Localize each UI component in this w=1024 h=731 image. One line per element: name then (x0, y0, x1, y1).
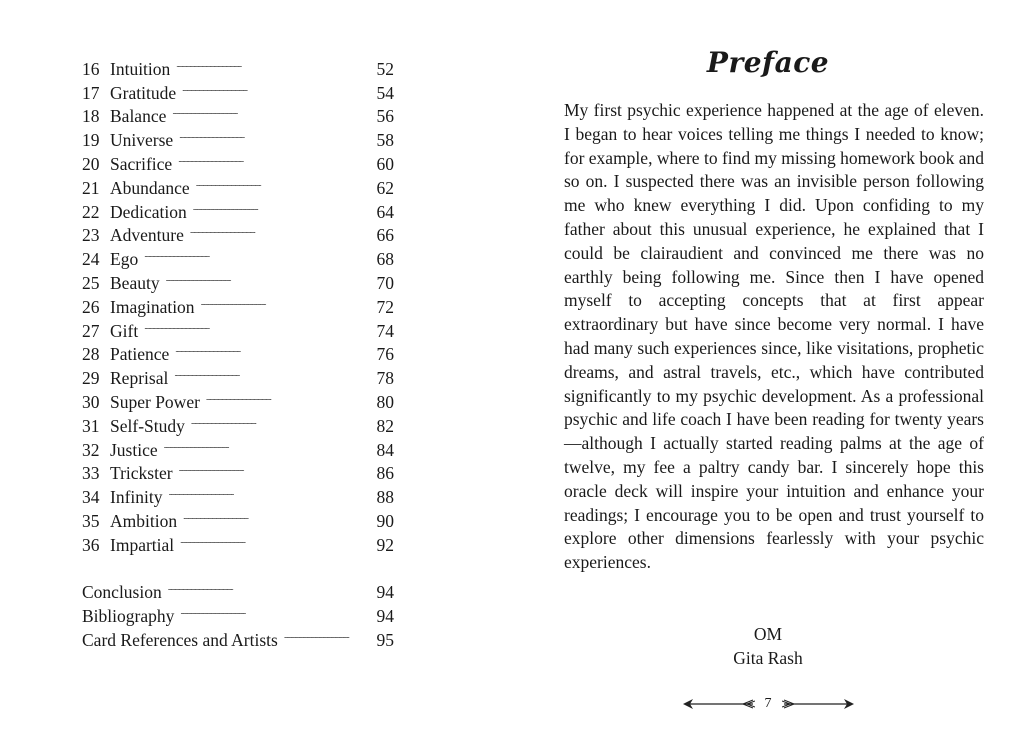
toc-dot-leader (191, 408, 364, 432)
toc-entry-number: 25 (82, 272, 100, 293)
toc-entry-number: 32 (82, 439, 100, 460)
preface-body: My first psychic experience happened at the age of eleven. I began to hear voices telling me things I needed to know; for example, where to find my missing homework book and so on. I suspected there was an invisible person following me who knew everything I did. Upon confiding to my father about this unusual experience, he explained that I could be clairaudient and convinced me there was no earthly being following me. Since then I have opened myself to accepting concepts that at first appear extraordinary but have since become very normal. I have had many such experiences since, like visitations, prophetic dreams, and astral travels, etc., which have contributed significantly to my psychic development. As a professional psychic and life coach I have been reading for twenty years—although I actually started reading palms at the age of twelve, my fee a paltry candy bar. I sincerely hope this oracle deck will inspire your intuition and enhance your readings; I encourage you to be open and trust yourself to explore other dimensions fearlessly with your psychic experiences. (564, 100, 984, 573)
toc-entry-title: Beauty (110, 272, 160, 293)
toc-entry-title: Intuition (110, 58, 171, 79)
toc-entry-page: 52 (376, 58, 394, 79)
toc-entry-number: 16 (82, 58, 100, 79)
toc-entry-page: 72 (376, 296, 394, 317)
toc-dot-leader (206, 384, 364, 408)
toc-dot-leader (174, 360, 364, 384)
toc-entry-number: 35 (82, 510, 100, 531)
toc-dot-leader (183, 503, 364, 527)
toc-entry-title: Ego (110, 249, 139, 270)
arrow-right-icon (782, 698, 854, 710)
toc-dot-leader (201, 289, 364, 313)
preface-title: Preface (706, 46, 830, 79)
toc-entry-page: 80 (376, 391, 394, 412)
toc-entry-number: 20 (82, 153, 100, 174)
toc-entry (82, 574, 394, 603)
toc-dot-leader (284, 622, 364, 646)
toc-entry-title: Bibliography (82, 605, 175, 626)
page-number: 7 (764, 696, 772, 711)
toc-entry-number: 27 (82, 320, 100, 341)
toc-entry-page: 76 (376, 344, 394, 365)
toc-dot-leader (172, 99, 364, 123)
toc-entry-number: 17 (82, 82, 100, 103)
toc-entry-page: 68 (376, 249, 394, 270)
toc-entry-number: 23 (82, 225, 100, 246)
toc-entry-number: 21 (82, 177, 100, 198)
toc-entry-number: 28 (82, 344, 100, 365)
toc-entry-number: 34 (82, 487, 100, 508)
toc-entry-number: 36 (82, 534, 100, 555)
toc-entry-number: 29 (82, 368, 100, 389)
toc-entry-title: Justice (110, 439, 158, 460)
toc-entry-number: 30 (82, 391, 100, 412)
toc-entry-number: 26 (82, 296, 100, 317)
author-name: Gita Rash (733, 648, 803, 668)
toc-dot-leader (175, 337, 364, 361)
toc-dot-leader (179, 456, 364, 480)
toc-entry-page: 78 (376, 368, 394, 389)
toc-entry-title: Self-Study (110, 415, 185, 436)
toc-entry-title: Trickster (110, 463, 173, 484)
toc-entry-title: Super Power (110, 391, 200, 412)
toc-entry-title: Gift (110, 320, 139, 341)
toc-dot-leader (190, 218, 364, 242)
toc-entry-number: 24 (82, 249, 100, 270)
toc-entry-title: Ambition (110, 510, 178, 531)
right-page (512, 0, 1024, 731)
toc-entry-page: 94 (376, 605, 394, 626)
toc-dot-leader (144, 241, 364, 265)
toc-entry-title: Dedication (110, 201, 187, 222)
toc-dot-leader (182, 75, 364, 99)
toc-entry-page: 95 (376, 629, 394, 650)
toc-entry-title: Impartial (110, 534, 175, 555)
toc-dot-leader (169, 479, 365, 503)
toc-entry-page: 92 (376, 534, 394, 555)
toc-entry-page: 84 (376, 439, 394, 460)
toc-entry-number: 19 (82, 130, 100, 151)
toc-entry-number: 18 (82, 106, 100, 127)
toc-entry-title: Conclusion (82, 582, 162, 603)
toc-entry-title: Universe (110, 130, 174, 151)
toc-entry-number: 33 (82, 463, 100, 484)
toc-dot-leader (196, 170, 364, 194)
toc-dot-leader (168, 574, 364, 598)
toc-entry-page: 70 (376, 272, 394, 293)
toc-entry-page: 56 (376, 106, 394, 127)
toc-entry-page: 90 (376, 510, 394, 531)
toc-entry-title: Gratitude (110, 82, 177, 103)
toc-entry-page: 62 (376, 177, 394, 198)
toc-entry-page: 88 (376, 487, 394, 508)
table-of-contents (82, 51, 394, 650)
signoff-block (512, 622, 1024, 670)
toc-dot-leader (180, 527, 364, 551)
toc-dot-leader (166, 265, 364, 289)
toc-dot-leader (176, 51, 364, 75)
toc-entry-title: Infinity (110, 487, 163, 508)
toc-dot-leader (144, 313, 364, 337)
toc-entry-page: 54 (376, 82, 394, 103)
toc-entry-page: 86 (376, 463, 394, 484)
toc-entry-title: Imagination (110, 296, 195, 317)
toc-dot-leader (193, 194, 364, 218)
toc-dot-leader (180, 598, 364, 622)
arrow-left-icon (683, 698, 755, 710)
toc-dot-leader (179, 122, 364, 146)
toc-entry-page: 64 (376, 201, 394, 222)
toc-entry-page: 58 (376, 130, 394, 151)
toc-entry-title: Sacrifice (110, 153, 173, 174)
signoff-om: OM (753, 624, 783, 644)
toc-entry-number: 22 (82, 201, 100, 222)
toc-entry-page: 82 (376, 415, 394, 436)
toc-entry (82, 51, 394, 79)
toc-entry-title: Adventure (110, 225, 184, 246)
toc-entry-title: Card References and Artists (82, 629, 278, 650)
page-footer (512, 694, 1024, 714)
toc-entry-title: Patience (110, 344, 170, 365)
toc-dot-leader (178, 146, 364, 170)
toc-dot-leader (164, 432, 364, 456)
toc-entry-title: Balance (110, 106, 167, 127)
toc-entry-page: 66 (376, 225, 394, 246)
toc-entry-page: 60 (376, 153, 394, 174)
toc-entry-page: 94 (376, 582, 394, 603)
toc-entry-number: 31 (82, 415, 100, 436)
toc-entry-title: Reprisal (110, 368, 169, 389)
toc-entry-title: Abundance (110, 177, 190, 198)
toc-entry-page: 74 (376, 320, 394, 341)
